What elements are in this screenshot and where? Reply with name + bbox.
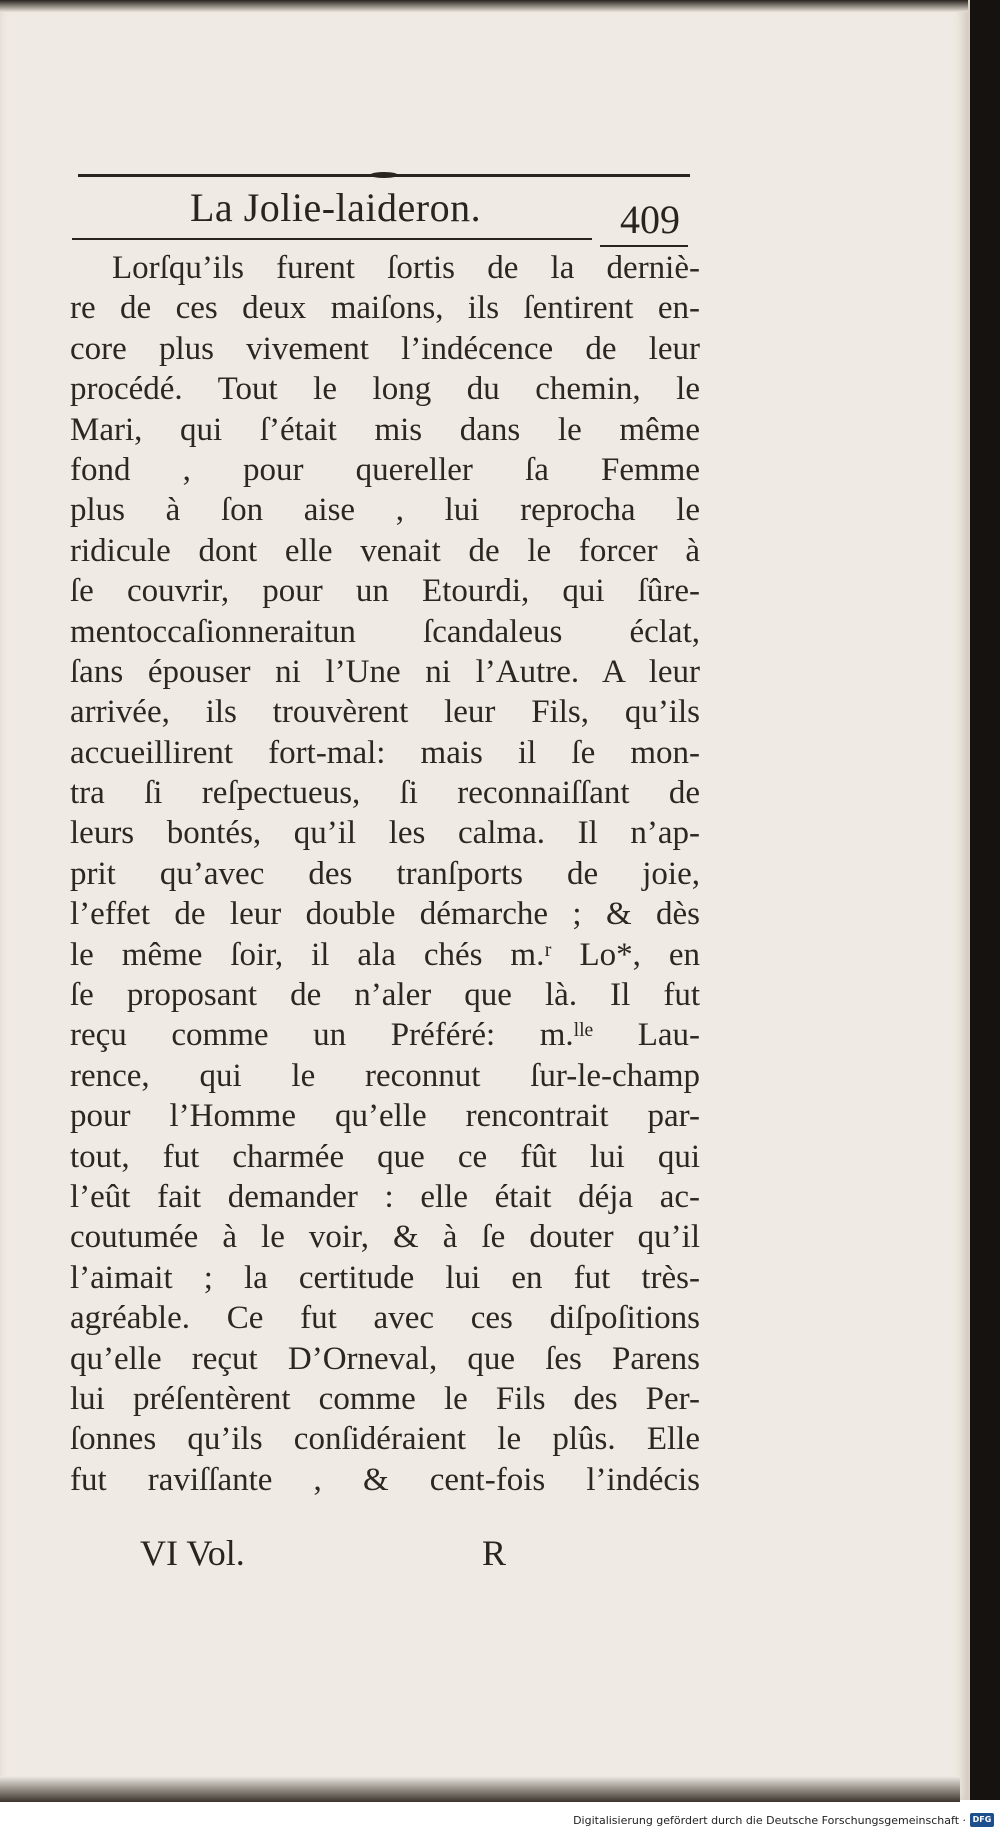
text-line: rence, qui le reconnut ſur-le-champ	[70, 1057, 700, 1094]
dfg-logo: DFG	[970, 1813, 994, 1827]
body-text	[70, 248, 700, 1500]
text-line: tout, fut charmée que ce fût lui qui	[70, 1138, 700, 1175]
text-line: fut raviſſante , & cent-fois l’indécis	[70, 1461, 700, 1498]
header-rule-right	[600, 245, 688, 247]
text-line: agréable. Ce fut avec ces diſpoſitions	[70, 1300, 700, 1337]
text-line: Mari, qui ſ’était mis dans le même	[70, 411, 700, 448]
text-line: prit qu’avec des tranſports de joie,	[70, 855, 700, 892]
text-line: lui préſentèrent comme le Fils des Per-	[70, 1380, 700, 1417]
text-line: l’effet de leur double démarche ; & dès	[70, 896, 700, 933]
text-line: plus à ſon aise , lui reprocha le	[70, 492, 700, 529]
text-line: ſonnes qu’ils conſidéraient le plûs. Elle	[70, 1421, 700, 1458]
text-line: ſe proposant de n’aler que là. Il fut	[70, 977, 700, 1014]
text-line: ſans épouser ni l’Une ni l’Autre. A leur	[70, 653, 700, 690]
text-line: pour l’Homme qu’elle rencontrait par-	[70, 1098, 700, 1135]
header-rule-left	[72, 238, 592, 240]
text-line: accueillirent fort-mal: mais il ſe mon-	[70, 734, 700, 771]
text-line: le même ſoir, il ala chés m.ʳ Lo*, en	[70, 936, 700, 973]
text-line: qu’elle reçut D’Orneval, que ſes Parens	[70, 1340, 700, 1377]
text-line: core plus vivement l’indécence de leur	[70, 330, 700, 367]
page-top-edge	[0, 0, 968, 12]
text-line: mentoccaſionneraitun ſcandaleus éclat,	[70, 613, 700, 650]
text-line: procédé. Tout le long du chemin, le	[70, 371, 700, 408]
volume-label: VI Vol.	[140, 1533, 245, 1573]
text-line: l’aimait ; la certitude lui en fut très-	[70, 1259, 700, 1296]
page-bottom-edge	[0, 1776, 960, 1802]
page-number: 409	[620, 197, 680, 242]
signature-mark: R	[482, 1533, 507, 1573]
text-line: reçu comme un Préféré: m.ˡˡᵉ Lau-	[70, 1017, 700, 1054]
text-line: fond , pour quereller ſa Femme	[70, 451, 700, 488]
text-line: leurs bontés, qu’il les calma. Il n’ap-	[70, 815, 700, 852]
text-line: re de ces deux maiſons, ils ſentirent en-	[70, 290, 700, 327]
header-ornamental-rule	[78, 174, 690, 177]
funding-credit: Digitalisierung gefördert durch die Deutsche Forschungsgemeinschaft ·	[573, 1814, 966, 1827]
text-line: arrivée, ils trouvèrent leur Fils, qu’ils	[70, 694, 700, 731]
text-line: ridicule dont elle venait de le forcer à	[70, 532, 700, 569]
digitization-footer	[0, 1808, 1000, 1835]
text-line: l’eût fait demander : elle était déja ac-	[70, 1178, 700, 1215]
running-title: La Jolie-laideron.	[190, 185, 482, 230]
text-line: ſe couvrir, pour un Etourdi, qui ſûre-	[70, 573, 700, 610]
text-line: tra ſi reſpectueus, ſi reconnaiſſant de	[70, 775, 700, 812]
text-line: coutumée à le voir, & à ſe douter qu’il	[70, 1219, 700, 1256]
text-line: Lorſqu’ils furent ſortis de la derniè-	[112, 250, 700, 286]
